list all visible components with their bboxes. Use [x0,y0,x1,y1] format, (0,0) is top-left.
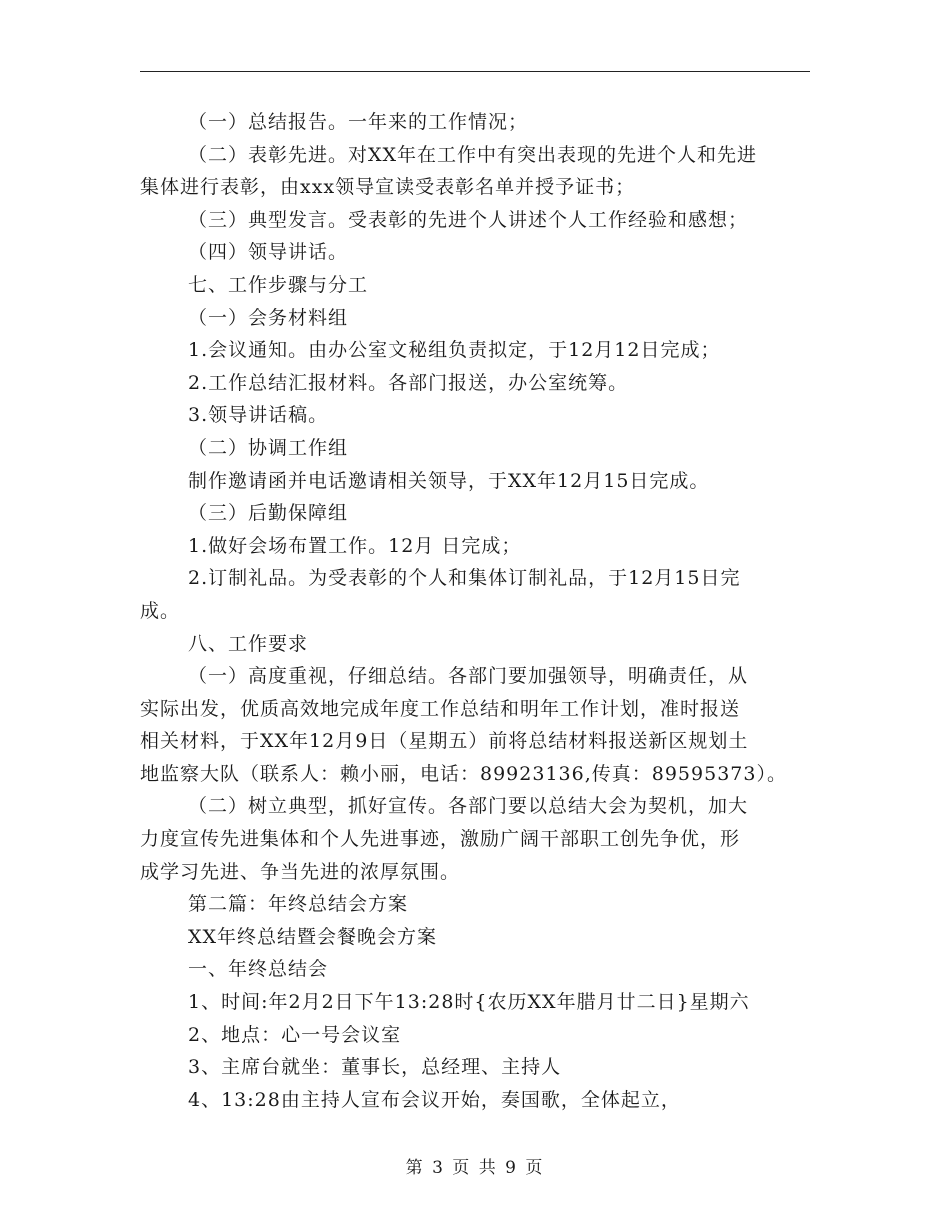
paragraph-line: 力度宣传先进集体和个人先进事迹，激励广阔干部职工创先争优，形 [140,828,741,851]
paragraph-line: 相关材料，于XX年12月9日（星期五）前将总结材料报送新区规划土 [140,730,749,753]
page-number-footer: 第 3 页 共 9 页 [405,1158,545,1178]
paragraph-line: （二）表彰先进。对XX年在工作中有突出表现的先进个人和先进 [188,143,758,166]
section-heading: 八、工作要求 [188,632,309,655]
paragraph-line: 3.领导讲话稿。 [188,404,329,427]
subsection-heading: （二）协调工作组 [188,436,349,459]
paragraph-line: （三）典型发言。受表彰的先进个人讲述个人工作经验和感想； [188,208,749,231]
document-body [140,106,810,1116]
section-heading: 七、工作步骤与分工 [188,273,369,296]
paragraph-line: 成。 [140,599,181,622]
paragraph-line: 实际出发，优质高效地完成年度工作总结和明年工作计划，准时报送 [140,697,741,720]
paragraph-line: 1.做好会场布置工作。12月 日完成； [188,534,522,557]
paragraph-line: 2.订制礼品。为受表彰的个人和集体订制礼品，于12月15日完 [188,567,741,590]
paragraph-line: 成学习先进、争当先进的浓厚氛围。 [140,860,461,883]
paragraph-line: 3、主席台就坐：董事长，总经理、主持人 [188,1056,562,1079]
subsection-heading: （一）会务材料组 [188,306,349,329]
paragraph-line: 1.会议通知。由办公室文秘组负责拟定，于12月12日完成； [188,339,721,362]
document-title: XX年终总结暨会餐晚会方案 [188,925,438,948]
paragraph-line: 1、时间:年2月2日下午13:28时{农历XX年腊月廿二日}星期六 [188,991,750,1014]
paragraph-line: 地监察大队（联系人：赖小丽，电话：89923136,传真：89595373）。 [140,762,787,785]
paragraph-line: 2、地点：心一号会议室 [188,1023,402,1046]
paragraph-line: （一）高度重视，仔细总结。各部门要加强领导，明确责任，从 [188,665,749,688]
subsection-heading: （三）后勤保障组 [188,502,349,525]
paragraph-line: （一）总结报告。一年来的工作情况； [188,111,529,133]
section-heading: 一、年终总结会 [188,958,329,981]
paragraph-line: 4、13:28由主持人宣布会议开始，奏国歌，全体起立， [188,1088,681,1111]
chapter-heading: 第二篇：年终总结会方案 [188,893,409,916]
header-rule [140,71,810,72]
paragraph-line: 2.工作总结汇报材料。各部门报送，办公室统筹。 [188,371,629,394]
paragraph-line: 集体进行表彰，由xxx领导宣读受表彰名单并授予证书； [140,176,636,199]
paragraph-line: （二）树立典型，抓好宣传。各部门要以总结大会为契机，加大 [188,795,749,818]
paragraph-line: 制作邀请函并电话邀请相关领导，于XX年12月15日完成。 [188,469,710,492]
paragraph-line: （四）领导讲话。 [188,241,349,264]
